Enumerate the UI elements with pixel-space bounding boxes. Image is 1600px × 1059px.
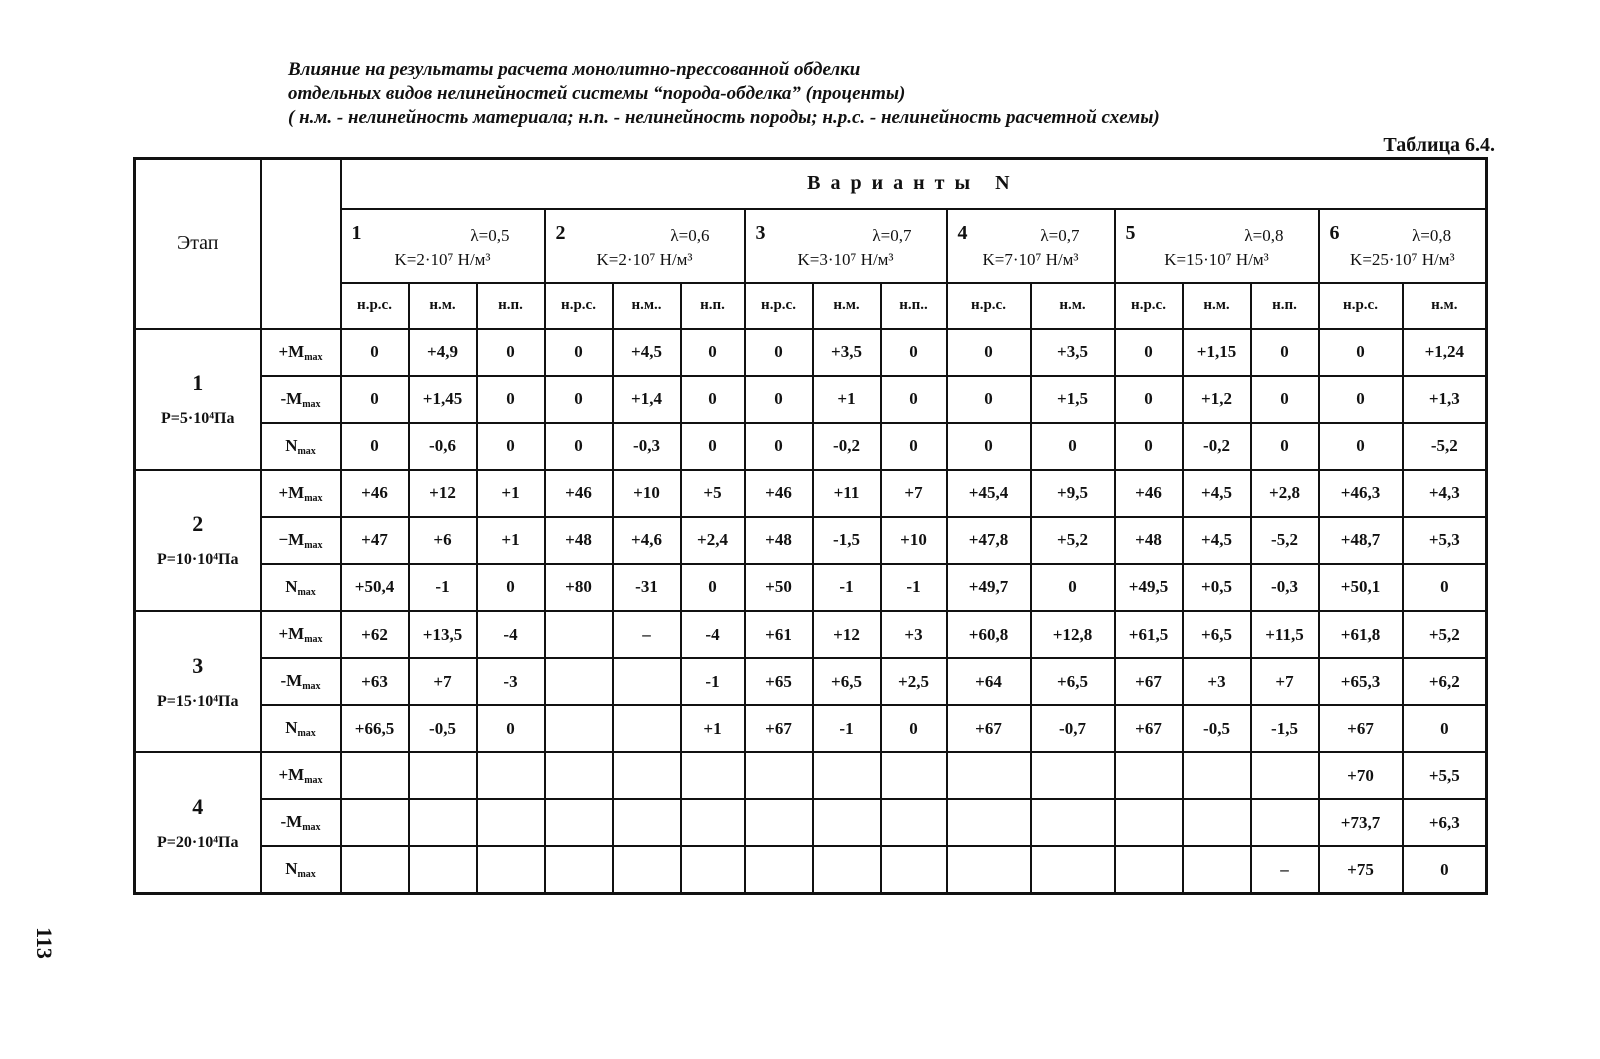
- table-cell: -1,5: [1251, 705, 1319, 752]
- table-cell: +10: [881, 517, 947, 564]
- table-cell: [545, 846, 613, 893]
- table-cell: +2,5: [881, 658, 947, 705]
- table-cell: [613, 799, 681, 846]
- variant-header-4: [947, 209, 1115, 283]
- page-number: 113: [31, 927, 57, 959]
- stage-pressure: P=20·10⁴Па: [157, 833, 239, 851]
- table-cell: +12: [813, 611, 881, 658]
- table-cell: +45,4: [947, 470, 1031, 517]
- table-cell: [409, 846, 477, 893]
- table-cell: +12: [409, 470, 477, 517]
- table-cell: +4,5: [1183, 470, 1251, 517]
- table-cell: +6,5: [1183, 611, 1251, 658]
- force-factor-symbol: N: [285, 576, 298, 596]
- table-cell: [613, 705, 681, 752]
- table-cell: [341, 752, 409, 799]
- table-cell: 0: [477, 376, 545, 423]
- force-factor-symbol: -M: [280, 388, 303, 408]
- table-cell: +5,2: [1403, 611, 1487, 658]
- table-cell: 0: [681, 564, 745, 611]
- table-cell: +75: [1319, 846, 1403, 893]
- subcolumn-header: н.м.: [1031, 283, 1115, 329]
- table-cell: [1031, 846, 1115, 893]
- table-cell: 0: [477, 329, 545, 376]
- table-cell: 0: [1403, 564, 1487, 611]
- table-cell: 0: [1319, 329, 1403, 376]
- force-factor-label: [261, 658, 341, 705]
- stage-number: 1: [192, 370, 204, 396]
- caption-line-3: ( н.м. - нелинейность материала; н.п. - нелинейность породы; н.р.с. - нелинейность расчетной схемы): [288, 107, 1160, 128]
- table-cell: +67: [1115, 658, 1183, 705]
- table-cell: +60,8: [947, 611, 1031, 658]
- table-cell: 0: [1031, 423, 1115, 470]
- table-cell: +1,45: [409, 376, 477, 423]
- table-cell: +47,8: [947, 517, 1031, 564]
- subcolumn-header: н.м.: [409, 283, 477, 329]
- table-cell: [1031, 799, 1115, 846]
- variant-lambda: λ=0,8: [1244, 225, 1284, 245]
- table-caption: [288, 58, 1428, 130]
- results-table: [133, 157, 1488, 895]
- table-cell: +1,24: [1403, 329, 1487, 376]
- stage-cell-3: [135, 611, 261, 752]
- table-cell: -1: [881, 564, 947, 611]
- table-cell: 0: [681, 423, 745, 470]
- table-cell: –: [1251, 846, 1319, 893]
- table-cell: [477, 752, 545, 799]
- table-cell: +6,5: [813, 658, 881, 705]
- table-cell: +46: [545, 470, 613, 517]
- subcolumn-header: н.п.: [681, 283, 745, 329]
- stage-number: 3: [192, 652, 204, 678]
- table-cell: +49,7: [947, 564, 1031, 611]
- table-cell: [1115, 799, 1183, 846]
- table-cell: 0: [947, 423, 1031, 470]
- stage-cell-2: [135, 470, 261, 611]
- variant-lambda: λ=0,7: [1040, 225, 1080, 245]
- table-cell: +7: [881, 470, 947, 517]
- table-cell: +5,2: [1031, 517, 1115, 564]
- table-cell: -1,5: [813, 517, 881, 564]
- table-cell: +5: [681, 470, 745, 517]
- table-cell: +4,5: [1183, 517, 1251, 564]
- variant-header-6: [1319, 209, 1487, 283]
- table-cell: [881, 752, 947, 799]
- table-cell: +6: [409, 517, 477, 564]
- table-cell: 0: [1403, 846, 1487, 893]
- table-cell: +2,8: [1251, 470, 1319, 517]
- stage-cell-1: [135, 329, 261, 470]
- table-cell: +67: [745, 705, 813, 752]
- force-factor-label: [261, 799, 341, 846]
- header-variants: Варианты N: [341, 159, 1487, 209]
- table-cell: +1,4: [613, 376, 681, 423]
- table-cell: [1183, 846, 1251, 893]
- table-cell: +64: [947, 658, 1031, 705]
- table-cell: [1115, 752, 1183, 799]
- table-cell: -0,3: [1251, 564, 1319, 611]
- variant-k: K=2·10⁷ Н/м³: [394, 249, 491, 269]
- table-cell: 0: [1251, 376, 1319, 423]
- table-cell: -31: [613, 564, 681, 611]
- table-cell: 0: [477, 423, 545, 470]
- force-factor-symbol: -M: [280, 671, 303, 691]
- force-factor-symbol: +M: [278, 341, 305, 361]
- table-cell: -3: [477, 658, 545, 705]
- table-cell: +13,5: [409, 611, 477, 658]
- table-cell: -5,2: [1403, 423, 1487, 470]
- table-cell: 0: [545, 329, 613, 376]
- table-cell: 0: [681, 376, 745, 423]
- force-factor-subscript: max: [297, 869, 316, 881]
- table-cell: +46: [745, 470, 813, 517]
- table-cell: +48: [1115, 517, 1183, 564]
- table-cell: +66,5: [341, 705, 409, 752]
- table-cell: +1,3: [1403, 376, 1487, 423]
- header-force-factors: [261, 159, 341, 329]
- table-cell: +1,15: [1183, 329, 1251, 376]
- force-factor-symbol: +M: [278, 624, 305, 643]
- table-cell: +50,4: [341, 564, 409, 611]
- force-factor-label: [261, 564, 341, 611]
- table-cell: +5,3: [1403, 517, 1487, 564]
- table-cell: [477, 799, 545, 846]
- caption-line-2: отдельных видов нелинейностей системы “порода-обделка” (проценты): [288, 83, 906, 104]
- subcolumn-header: н.р.с.: [545, 283, 613, 329]
- table-cell: +47: [341, 517, 409, 564]
- table-cell: -0,6: [409, 423, 477, 470]
- table-cell: +1,2: [1183, 376, 1251, 423]
- table-cell: +6,2: [1403, 658, 1487, 705]
- variant-k: K=25·10⁷ Н/м³: [1350, 249, 1455, 269]
- table-cell: +11,5: [1251, 611, 1319, 658]
- stage-pressure: P=15·10⁴Па: [157, 692, 239, 710]
- table-cell: [409, 752, 477, 799]
- force-factor-subscript: max: [304, 492, 323, 504]
- table-cell: -0,2: [813, 423, 881, 470]
- subcolumn-header: н.м.: [1403, 283, 1487, 329]
- table-cell: [545, 611, 613, 658]
- stage-cell-4: [135, 752, 261, 893]
- table-cell: [881, 846, 947, 893]
- table-cell: 0: [745, 423, 813, 470]
- table-cell: -0,2: [1183, 423, 1251, 470]
- variant-lambda: λ=0,8: [1412, 225, 1452, 245]
- subcolumn-header: н.м.: [1183, 283, 1251, 329]
- force-factor-subscript: max: [302, 681, 321, 693]
- table-cell: [477, 846, 545, 893]
- force-factor-symbol: N: [285, 718, 298, 738]
- table-number: Таблица 6.4.: [1383, 134, 1495, 156]
- table-cell: +3: [1183, 658, 1251, 705]
- force-factor-symbol: -M: [280, 812, 303, 832]
- table-cell: +6,5: [1031, 658, 1115, 705]
- table-cell: +1: [681, 705, 745, 752]
- table-cell: 0: [1251, 329, 1319, 376]
- table-cell: [613, 846, 681, 893]
- force-factor-label: [261, 705, 341, 752]
- table-cell: 0: [1319, 376, 1403, 423]
- table-cell: 0: [1251, 423, 1319, 470]
- table-cell: +7: [409, 658, 477, 705]
- variant-number: 4: [957, 221, 968, 244]
- table-cell: 0: [1319, 423, 1403, 470]
- variant-k: K=15·10⁷ Н/м³: [1164, 249, 1269, 269]
- table-cell: +4,5: [613, 329, 681, 376]
- table-cell: +46: [1115, 470, 1183, 517]
- table-cell: 0: [545, 376, 613, 423]
- force-factor-subscript: max: [297, 586, 316, 598]
- table-cell: +61: [745, 611, 813, 658]
- table-cell: +50,1: [1319, 564, 1403, 611]
- variant-lambda: λ=0,5: [470, 225, 510, 245]
- stage-pressure: P=5·10⁴Па: [161, 410, 235, 428]
- force-factor-subscript: max: [297, 445, 316, 457]
- force-factor-label: [261, 517, 341, 564]
- table-cell: +12,8: [1031, 611, 1115, 658]
- table-cell: 0: [1115, 423, 1183, 470]
- force-factor-subscript: max: [302, 398, 321, 410]
- table-cell: +3,5: [1031, 329, 1115, 376]
- table-cell: +11: [813, 470, 881, 517]
- table-cell: [813, 752, 881, 799]
- table-cell: +1: [477, 470, 545, 517]
- force-factor-subscript: max: [302, 822, 321, 834]
- table-cell: [681, 799, 745, 846]
- table-cell: [881, 799, 947, 846]
- table-cell: 0: [341, 376, 409, 423]
- table-cell: +67: [1115, 705, 1183, 752]
- table-cell: [1183, 799, 1251, 846]
- table-cell: +1: [813, 376, 881, 423]
- table-cell: –: [613, 611, 681, 658]
- table-cell: 0: [1403, 705, 1487, 752]
- table-cell: +67: [947, 705, 1031, 752]
- table-cell: [681, 752, 745, 799]
- subcolumn-header: н.р.с.: [341, 283, 409, 329]
- table-cell: +65: [745, 658, 813, 705]
- table-cell: -1: [681, 658, 745, 705]
- table-cell: [341, 846, 409, 893]
- subcolumn-header: н.р.с.: [1115, 283, 1183, 329]
- table-cell: 0: [1115, 329, 1183, 376]
- table-cell: [745, 799, 813, 846]
- table-cell: [613, 658, 681, 705]
- table-cell: -1: [813, 705, 881, 752]
- table-cell: 0: [881, 329, 947, 376]
- subcolumn-header: н.р.с.: [947, 283, 1031, 329]
- table-cell: +2,4: [681, 517, 745, 564]
- table-cell: -4: [681, 611, 745, 658]
- variant-header-3: [745, 209, 947, 283]
- table-cell: +9,5: [1031, 470, 1115, 517]
- subcolumn-header: н.п.: [1251, 283, 1319, 329]
- table-cell: 0: [341, 423, 409, 470]
- table-cell: -1: [813, 564, 881, 611]
- variant-lambda: λ=0,6: [670, 225, 710, 245]
- table-cell: 0: [745, 376, 813, 423]
- table-cell: 0: [341, 329, 409, 376]
- table-cell: [1183, 752, 1251, 799]
- table-cell: [947, 799, 1031, 846]
- table-cell: +48: [745, 517, 813, 564]
- table-cell: 0: [477, 705, 545, 752]
- table-cell: [681, 846, 745, 893]
- force-factor-label: [261, 846, 341, 893]
- table-cell: -0,5: [409, 705, 477, 752]
- variant-number: 2: [555, 221, 566, 244]
- force-factor-label: [261, 611, 341, 658]
- table-cell: -0,5: [1183, 705, 1251, 752]
- table-cell: +1: [477, 517, 545, 564]
- stage-number: 2: [192, 511, 204, 537]
- table-cell: [813, 846, 881, 893]
- table-cell: [545, 658, 613, 705]
- force-factor-label: [261, 376, 341, 423]
- force-factor-symbol: N: [285, 435, 298, 455]
- force-factor-symbol: +M: [278, 765, 305, 785]
- variant-header-2: [545, 209, 745, 283]
- table-cell: +46,3: [1319, 470, 1403, 517]
- variant-number: 6: [1329, 221, 1340, 244]
- table-cell: -0,7: [1031, 705, 1115, 752]
- table-cell: [1115, 846, 1183, 893]
- table-cell: +73,7: [1319, 799, 1403, 846]
- force-factor-label: [261, 470, 341, 517]
- table-cell: [745, 752, 813, 799]
- subcolumn-header: н.п..: [881, 283, 947, 329]
- table-cell: +70: [1319, 752, 1403, 799]
- table-cell: 0: [881, 705, 947, 752]
- subcolumn-header: н.р.с.: [1319, 283, 1403, 329]
- table-cell: [1251, 799, 1319, 846]
- table-cell: -5,2: [1251, 517, 1319, 564]
- force-factor-symbol: +M: [278, 482, 305, 502]
- variant-k: K=2·10⁷ Н/м³: [596, 249, 693, 269]
- table-cell: [1031, 752, 1115, 799]
- table-cell: +4,3: [1403, 470, 1487, 517]
- table-cell: 0: [947, 329, 1031, 376]
- subcolumn-header: н.р.с.: [745, 283, 813, 329]
- force-factor-subscript: max: [304, 539, 323, 551]
- table-cell: +10: [613, 470, 681, 517]
- table-cell: 0: [881, 376, 947, 423]
- subcolumn-header: н.м..: [613, 283, 681, 329]
- table-cell: [813, 799, 881, 846]
- table-cell: 0: [681, 329, 745, 376]
- table-cell: +49,5: [1115, 564, 1183, 611]
- table-cell: +61,5: [1115, 611, 1183, 658]
- stage-pressure: P=10·10⁴Па: [157, 551, 239, 569]
- table-cell: +63: [341, 658, 409, 705]
- force-factor-subscript: max: [304, 351, 323, 363]
- force-factor-label: [261, 329, 341, 376]
- variant-header-5: [1115, 209, 1319, 283]
- table-cell: [545, 799, 613, 846]
- table-cell: +80: [545, 564, 613, 611]
- variant-number: 5: [1125, 221, 1136, 244]
- variant-number: 3: [755, 221, 766, 244]
- table-cell: +48: [545, 517, 613, 564]
- table-cell: +4,9: [409, 329, 477, 376]
- table-cell: 0: [947, 376, 1031, 423]
- variant-lambda: λ=0,7: [872, 225, 912, 245]
- force-factor-symbol: N: [285, 859, 298, 879]
- stage-number: 4: [192, 793, 204, 819]
- force-factor-subscript: max: [304, 634, 323, 645]
- table-cell: [341, 799, 409, 846]
- table-cell: +0,5: [1183, 564, 1251, 611]
- table-cell: [1251, 752, 1319, 799]
- table-cell: +7: [1251, 658, 1319, 705]
- table-cell: 0: [477, 564, 545, 611]
- force-factor-subscript: max: [297, 728, 316, 740]
- table-cell: +48,7: [1319, 517, 1403, 564]
- subcolumn-header: н.м.: [813, 283, 881, 329]
- table-cell: 0: [1115, 376, 1183, 423]
- table-cell: 0: [745, 329, 813, 376]
- table-cell: -1: [409, 564, 477, 611]
- table-cell: [545, 752, 613, 799]
- table-cell: +50: [745, 564, 813, 611]
- table-cell: +65,3: [1319, 658, 1403, 705]
- table-cell: +4,6: [613, 517, 681, 564]
- table-cell: [545, 705, 613, 752]
- force-factor-label: [261, 423, 341, 470]
- table-cell: +62: [341, 611, 409, 658]
- table-cell: [947, 846, 1031, 893]
- subcolumn-header: н.п.: [477, 283, 545, 329]
- table-cell: 0: [881, 423, 947, 470]
- table-cell: [409, 799, 477, 846]
- table-cell: +61,8: [1319, 611, 1403, 658]
- table-cell: +46: [341, 470, 409, 517]
- table-cell: -4: [477, 611, 545, 658]
- table-cell: +6,3: [1403, 799, 1487, 846]
- force-factor-subscript: max: [304, 775, 323, 787]
- caption-line-1: Влияние на результаты расчета монолитно-прессованной обделки: [288, 59, 861, 80]
- table-cell: [947, 752, 1031, 799]
- table-cell: [745, 846, 813, 893]
- table-cell: +5,5: [1403, 752, 1487, 799]
- table-cell: [613, 752, 681, 799]
- table-cell: 0: [545, 423, 613, 470]
- table-cell: 0: [1031, 564, 1115, 611]
- variant-header-1: [341, 209, 545, 283]
- table-cell: +3: [881, 611, 947, 658]
- variant-number: 1: [351, 221, 362, 244]
- force-factor-label: [261, 752, 341, 799]
- force-factor-symbol: −M: [278, 529, 305, 549]
- header-etap: Этап: [135, 159, 261, 329]
- table-cell: +67: [1319, 705, 1403, 752]
- table-cell: +3,5: [813, 329, 881, 376]
- variant-k: K=3·10⁷ Н/м³: [797, 249, 894, 269]
- table-cell: +1,5: [1031, 376, 1115, 423]
- table-cell: -0,3: [613, 423, 681, 470]
- variant-k: K=7·10⁷ Н/м³: [982, 249, 1079, 269]
